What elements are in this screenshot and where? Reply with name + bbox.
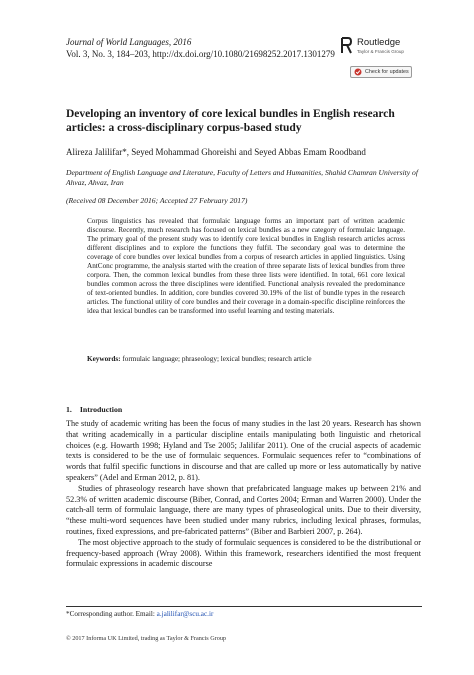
body-paragraph: The study of academic writing has been the focus of many studies in the last 20 years. Research has shown that writing academically in a particular discipline entails manipulating both linguistic and rhetorical choices (e.g. Howarth 1998; Hyland and Tse 2005; Jalilifar 2011). One of the crucial aspects of academic texts is considered to be the use of formulaic sequences. Formulaic sequences refer to “combinations of words that fulfil specific functions in discourse and that are called up more or less automatically by native speakers” (Adel and Erman 2012, p. 81). bbox=[66, 419, 421, 482]
publisher-group: Taylor & Francis Group bbox=[357, 49, 404, 54]
article-received-dates: (Received 08 December 2016; Accepted 27 February 2017) bbox=[66, 196, 248, 205]
footnote-divider bbox=[66, 606, 422, 607]
keywords bbox=[87, 355, 405, 364]
section-heading bbox=[66, 405, 130, 414]
check-updates-button[interactable] bbox=[350, 66, 412, 78]
article-authors: Alireza Jalilifar*, Seyed Mohammad Ghoreishi and Seyed Abbas Emam Roodband bbox=[66, 147, 366, 157]
keywords-label: Keywords: bbox=[87, 355, 121, 363]
check-updates-label: Check for updates bbox=[365, 69, 409, 75]
body-text bbox=[66, 419, 421, 570]
journal-header bbox=[66, 37, 335, 60]
journal-citation: Vol. 3, No. 3, 184–203, http://dx.doi.org/10.1080/21698252.2017.1301279 bbox=[66, 48, 335, 59]
body-paragraph: The most objective approach to the study of formulaic sequences is considered to be the distributional or frequency-based approach (Wray 2008). Within this framework, researchers identified the most frequent formulaic expressions in academic discourse bbox=[66, 537, 421, 569]
footnote bbox=[66, 610, 213, 619]
footnote-prefix: *Corresponding author. Email: bbox=[66, 610, 155, 618]
article-affiliation: Department of English Language and Literature, Faculty of Letters and Humanities, Shahid Chamran University of Ahvaz, Ahvaz, Iran bbox=[66, 168, 418, 187]
copyright-notice: © 2017 Informa UK Limited, trading as Taylor & Francis Group bbox=[66, 635, 227, 642]
abstract: Corpus linguistics has revealed that formulaic language forms an important part of written academic discourse. Recently, much research has focused on lexical bundles as a new category of formulaic language. The primary goal of the present study was to identify core lexical bundles in English research articles across different disciplines and to explore the functions they fulfil. The secondary goal was to determine the coverage of core bundles over lexical bundles from a corpus of research articles in applied linguistics. Using AntConc programme, the analysis started with the creation of three separate lists of lexical bundles from three corpora. Then, the common lexical bundles from these three lists were identified. In total, 661 core lexical bundles common across the three disciplines were identified. Functional analysis revealed the predominance of text-oriented bundles. In addition, core bundles covered 30.19% of the list of bundle types in the research articles. The functional utility of core bundles and their coverage in a domain-specific discipline reinforces the idea that lexical bundles can be transformed into useful learning and testing materials. bbox=[87, 217, 405, 316]
section-title: Introduction bbox=[79, 405, 123, 414]
journal-name: Journal of World Languages, 2016 bbox=[66, 37, 192, 47]
article-title: Developing an inventory of core lexical bundles in English research articles: a cross-disciplinary corpus-based study bbox=[66, 108, 395, 134]
publisher-name: Routledge bbox=[357, 37, 401, 48]
check-updates-icon bbox=[354, 68, 362, 76]
keywords-list: formulaic language; phraseology; lexical bundles; research article bbox=[122, 355, 312, 363]
section-number: 1. bbox=[66, 405, 72, 414]
publisher-logo[interactable] bbox=[340, 36, 420, 60]
routledge-logo-icon bbox=[340, 37, 353, 54]
author-email-link[interactable]: a.jalilifar@scu.ac.ir bbox=[156, 610, 214, 618]
body-paragraph: Studies of phraseology research have shown that prefabricated language makes up between 21% and 52.3% of written academic discourse (Biber, Conrad, and Cortes 2004; Erman and Warren 2000). Under the catch-all term of formulaic language, there are many types of phraseological units. Due to their diversity, “these multi-word sequences have been studied under many rubrics, including lexical phrases, formulas, routines, fixed expressions, and pre-fabricated patterns” (Biber and Barbieri 2007, p. 264). bbox=[66, 483, 421, 536]
